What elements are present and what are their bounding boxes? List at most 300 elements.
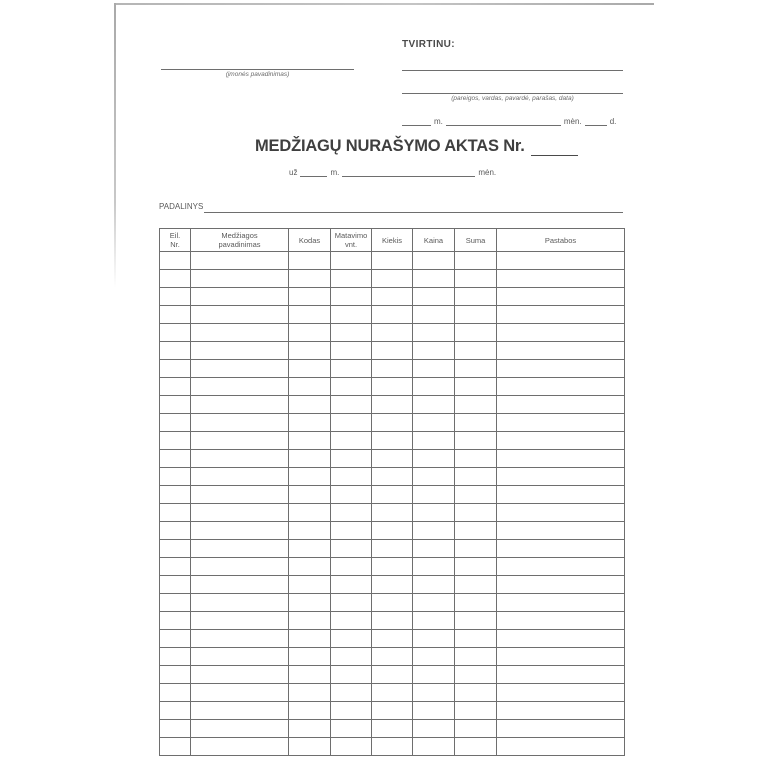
cell-name[interactable] xyxy=(191,288,289,306)
cell-name[interactable] xyxy=(191,432,289,450)
cell-code[interactable] xyxy=(289,738,331,756)
period-year-field[interactable] xyxy=(300,168,327,177)
cell-unit[interactable] xyxy=(331,576,372,594)
cell-notes[interactable] xyxy=(497,270,625,288)
cell-notes[interactable] xyxy=(497,378,625,396)
cell-notes[interactable] xyxy=(497,432,625,450)
department-field[interactable] xyxy=(204,212,623,213)
cell-unit[interactable] xyxy=(331,252,372,270)
document-title-text: MEDŽIAGŲ NURAŠYMO AKTAS Nr. xyxy=(255,137,525,155)
cell-unit[interactable] xyxy=(331,648,372,666)
cell-sum[interactable] xyxy=(455,612,497,630)
cell-sum[interactable] xyxy=(455,630,497,648)
cell-name[interactable] xyxy=(191,612,289,630)
cell-unit[interactable] xyxy=(331,522,372,540)
cell-price[interactable] xyxy=(413,720,455,738)
table-row xyxy=(160,396,625,414)
approval-date-line xyxy=(402,117,619,126)
cell-no[interactable] xyxy=(160,522,191,540)
cell-price[interactable] xyxy=(413,288,455,306)
cell-notes[interactable] xyxy=(497,648,625,666)
cell-qty[interactable] xyxy=(372,396,413,414)
cell-notes[interactable] xyxy=(497,288,625,306)
cell-qty[interactable] xyxy=(372,666,413,684)
cell-code[interactable] xyxy=(289,630,331,648)
cell-code[interactable] xyxy=(289,612,331,630)
cell-price[interactable] xyxy=(413,576,455,594)
period-year-suffix: m. xyxy=(330,168,340,177)
cell-no[interactable] xyxy=(160,342,191,360)
cell-sum[interactable] xyxy=(455,594,497,612)
cell-qty[interactable] xyxy=(372,432,413,450)
cell-qty[interactable] xyxy=(372,252,413,270)
cell-code[interactable] xyxy=(289,432,331,450)
period-month-suffix: mėn. xyxy=(478,168,497,177)
cell-code[interactable] xyxy=(289,666,331,684)
cell-unit[interactable] xyxy=(331,702,372,720)
cell-name[interactable] xyxy=(191,252,289,270)
cell-qty[interactable] xyxy=(372,342,413,360)
cell-price[interactable] xyxy=(413,630,455,648)
table-row xyxy=(160,558,625,576)
table-row xyxy=(160,378,625,396)
cell-price[interactable] xyxy=(413,414,455,432)
cell-unit[interactable] xyxy=(331,432,372,450)
cell-notes[interactable] xyxy=(497,396,625,414)
cell-unit[interactable] xyxy=(331,666,372,684)
cell-qty[interactable] xyxy=(372,738,413,756)
cell-price[interactable] xyxy=(413,342,455,360)
table-row xyxy=(160,450,625,468)
table-row xyxy=(160,504,625,522)
cell-sum[interactable] xyxy=(455,288,497,306)
page-edge-top xyxy=(114,3,654,5)
cell-sum[interactable] xyxy=(455,252,497,270)
cell-sum[interactable] xyxy=(455,432,497,450)
column-header-label: Pastabos xyxy=(544,235,577,245)
cell-code[interactable] xyxy=(289,270,331,288)
approver-field-1[interactable] xyxy=(402,70,623,71)
document-title xyxy=(255,137,578,156)
cell-notes[interactable] xyxy=(497,540,625,558)
cell-no[interactable] xyxy=(160,612,191,630)
cell-code[interactable] xyxy=(289,720,331,738)
cell-notes[interactable] xyxy=(497,486,625,504)
table-row xyxy=(160,576,625,594)
cell-name[interactable] xyxy=(191,378,289,396)
cell-notes[interactable] xyxy=(497,558,625,576)
cell-sum[interactable] xyxy=(455,540,497,558)
cell-notes[interactable] xyxy=(497,612,625,630)
cell-qty[interactable] xyxy=(372,720,413,738)
cell-qty[interactable] xyxy=(372,612,413,630)
cell-unit[interactable] xyxy=(331,504,372,522)
table-body xyxy=(160,252,625,756)
approver-field-2[interactable] xyxy=(402,93,623,94)
cell-qty[interactable] xyxy=(372,648,413,666)
cell-sum[interactable] xyxy=(455,576,497,594)
table-row xyxy=(160,306,625,324)
cell-price[interactable] xyxy=(413,324,455,342)
cell-qty[interactable] xyxy=(372,594,413,612)
cell-sum[interactable] xyxy=(455,720,497,738)
cell-price[interactable] xyxy=(413,432,455,450)
approval-day-suffix: d. xyxy=(609,117,617,126)
table-row xyxy=(160,666,625,684)
cell-unit[interactable] xyxy=(331,612,372,630)
cell-no[interactable] xyxy=(160,720,191,738)
cell-no[interactable] xyxy=(160,270,191,288)
cell-price[interactable] xyxy=(413,396,455,414)
column-header-label: Eil. xyxy=(169,231,181,240)
cell-notes[interactable] xyxy=(497,504,625,522)
approval-day-field[interactable] xyxy=(585,117,607,126)
cell-code[interactable] xyxy=(289,540,331,558)
cell-name[interactable] xyxy=(191,540,289,558)
cell-no[interactable] xyxy=(160,540,191,558)
column-header-label: Matavimo xyxy=(334,231,368,240)
cell-notes[interactable] xyxy=(497,450,625,468)
column-header-label-line2: pavadinimas xyxy=(218,240,261,249)
cell-sum[interactable] xyxy=(455,738,497,756)
cell-name[interactable] xyxy=(191,414,289,432)
cell-unit[interactable] xyxy=(331,288,372,306)
page-edge-left xyxy=(114,3,116,288)
approval-month-field[interactable] xyxy=(446,117,561,126)
cell-notes[interactable] xyxy=(497,576,625,594)
cell-sum[interactable] xyxy=(455,324,497,342)
cell-sum[interactable] xyxy=(455,522,497,540)
table-row xyxy=(160,522,625,540)
cell-name[interactable] xyxy=(191,558,289,576)
cell-code[interactable] xyxy=(289,450,331,468)
table-row xyxy=(160,414,625,432)
column-header-notes xyxy=(497,229,625,252)
column-header-label: Kiekis xyxy=(381,235,402,245)
approval-year-suffix: m. xyxy=(434,117,443,126)
cell-name[interactable] xyxy=(191,666,289,684)
approver-caption: (pareigos, vardas, pavardė, parašas, data) xyxy=(451,95,574,102)
cell-code[interactable] xyxy=(289,396,331,414)
cell-code[interactable] xyxy=(289,324,331,342)
cell-sum[interactable] xyxy=(455,648,497,666)
cell-code[interactable] xyxy=(289,414,331,432)
cell-no[interactable] xyxy=(160,576,191,594)
column-header-label: Suma xyxy=(465,235,486,245)
cell-notes[interactable] xyxy=(497,594,625,612)
cell-qty[interactable] xyxy=(372,630,413,648)
cell-code[interactable] xyxy=(289,504,331,522)
cell-sum[interactable] xyxy=(455,558,497,576)
table-row xyxy=(160,738,625,756)
column-header-name xyxy=(191,229,289,252)
cell-qty[interactable] xyxy=(372,324,413,342)
cell-name[interactable] xyxy=(191,468,289,486)
approval-year-field[interactable] xyxy=(402,117,431,126)
column-header-sum xyxy=(455,229,497,252)
cell-unit[interactable] xyxy=(331,306,372,324)
cell-unit[interactable] xyxy=(331,720,372,738)
cell-code[interactable] xyxy=(289,594,331,612)
column-header-unit xyxy=(331,229,372,252)
cell-price[interactable] xyxy=(413,648,455,666)
cell-no[interactable] xyxy=(160,252,191,270)
cell-no[interactable] xyxy=(160,684,191,702)
cell-price[interactable] xyxy=(413,702,455,720)
cell-qty[interactable] xyxy=(372,558,413,576)
cell-code[interactable] xyxy=(289,360,331,378)
cell-code[interactable] xyxy=(289,486,331,504)
cell-price[interactable] xyxy=(413,666,455,684)
cell-notes[interactable] xyxy=(497,252,625,270)
table-row xyxy=(160,342,625,360)
cell-unit[interactable] xyxy=(331,342,372,360)
cell-qty[interactable] xyxy=(372,576,413,594)
cell-name[interactable] xyxy=(191,486,289,504)
cell-notes[interactable] xyxy=(497,666,625,684)
cell-price[interactable] xyxy=(413,360,455,378)
cell-no[interactable] xyxy=(160,702,191,720)
cell-qty[interactable] xyxy=(372,468,413,486)
cell-no[interactable] xyxy=(160,558,191,576)
table-row xyxy=(160,630,625,648)
cell-unit[interactable] xyxy=(331,450,372,468)
cell-no[interactable] xyxy=(160,324,191,342)
cell-qty[interactable] xyxy=(372,288,413,306)
cell-qty[interactable] xyxy=(372,486,413,504)
table-row xyxy=(160,468,625,486)
company-name-caption: (įmonės pavadinimas) xyxy=(225,71,290,78)
cell-notes[interactable] xyxy=(497,522,625,540)
cell-notes[interactable] xyxy=(497,360,625,378)
cell-sum[interactable] xyxy=(455,342,497,360)
approval-label: TVIRTINU: xyxy=(402,39,456,50)
cell-price[interactable] xyxy=(413,540,455,558)
cell-price[interactable] xyxy=(413,558,455,576)
column-header-qty xyxy=(372,229,413,252)
cell-code[interactable] xyxy=(289,702,331,720)
cell-unit[interactable] xyxy=(331,378,372,396)
cell-name[interactable] xyxy=(191,270,289,288)
cell-sum[interactable] xyxy=(455,702,497,720)
cell-no[interactable] xyxy=(160,504,191,522)
cell-notes[interactable] xyxy=(497,306,625,324)
cell-price[interactable] xyxy=(413,486,455,504)
cell-no[interactable] xyxy=(160,594,191,612)
cell-price[interactable] xyxy=(413,468,455,486)
cell-price[interactable] xyxy=(413,450,455,468)
table-row xyxy=(160,720,625,738)
period-month-field[interactable] xyxy=(342,168,475,177)
period-line xyxy=(286,168,499,177)
cell-notes[interactable] xyxy=(497,324,625,342)
cell-unit[interactable] xyxy=(331,324,372,342)
cell-qty[interactable] xyxy=(372,540,413,558)
cell-name[interactable] xyxy=(191,720,289,738)
cell-no[interactable] xyxy=(160,738,191,756)
cell-code[interactable] xyxy=(289,306,331,324)
cell-unit[interactable] xyxy=(331,360,372,378)
cell-notes[interactable] xyxy=(497,414,625,432)
cell-qty[interactable] xyxy=(372,360,413,378)
cell-sum[interactable] xyxy=(455,468,497,486)
table-row xyxy=(160,288,625,306)
cell-name[interactable] xyxy=(191,360,289,378)
cell-unit[interactable] xyxy=(331,414,372,432)
column-header-price xyxy=(413,229,455,252)
cell-price[interactable] xyxy=(413,306,455,324)
column-header-code xyxy=(289,229,331,252)
column-header-label: Kaina xyxy=(423,235,444,245)
cell-code[interactable] xyxy=(289,576,331,594)
cell-unit[interactable] xyxy=(331,540,372,558)
cell-qty[interactable] xyxy=(372,450,413,468)
cell-name[interactable] xyxy=(191,306,289,324)
column-header-no xyxy=(160,229,191,252)
cell-sum[interactable] xyxy=(455,378,497,396)
cell-notes[interactable] xyxy=(497,630,625,648)
act-number-field[interactable] xyxy=(531,141,578,156)
cell-notes[interactable] xyxy=(497,468,625,486)
cell-name[interactable] xyxy=(191,450,289,468)
cell-qty[interactable] xyxy=(372,414,413,432)
cell-no[interactable] xyxy=(160,666,191,684)
cell-no[interactable] xyxy=(160,432,191,450)
cell-code[interactable] xyxy=(289,342,331,360)
cell-price[interactable] xyxy=(413,522,455,540)
cell-price[interactable] xyxy=(413,738,455,756)
table-row xyxy=(160,270,625,288)
write-off-table xyxy=(159,228,625,756)
cell-name[interactable] xyxy=(191,630,289,648)
cell-unit[interactable] xyxy=(331,594,372,612)
cell-qty[interactable] xyxy=(372,702,413,720)
cell-name[interactable] xyxy=(191,504,289,522)
cell-sum[interactable] xyxy=(455,504,497,522)
cell-code[interactable] xyxy=(289,684,331,702)
cell-qty[interactable] xyxy=(372,270,413,288)
cell-code[interactable] xyxy=(289,648,331,666)
cell-price[interactable] xyxy=(413,270,455,288)
table-row xyxy=(160,486,625,504)
cell-sum[interactable] xyxy=(455,684,497,702)
cell-sum[interactable] xyxy=(455,450,497,468)
cell-price[interactable] xyxy=(413,252,455,270)
cell-qty[interactable] xyxy=(372,504,413,522)
cell-code[interactable] xyxy=(289,288,331,306)
cell-name[interactable] xyxy=(191,396,289,414)
cell-price[interactable] xyxy=(413,612,455,630)
cell-unit[interactable] xyxy=(331,684,372,702)
cell-sum[interactable] xyxy=(455,666,497,684)
cell-no[interactable] xyxy=(160,486,191,504)
cell-name[interactable] xyxy=(191,684,289,702)
cell-sum[interactable] xyxy=(455,270,497,288)
cell-unit[interactable] xyxy=(331,270,372,288)
cell-notes[interactable] xyxy=(497,738,625,756)
cell-name[interactable] xyxy=(191,576,289,594)
cell-price[interactable] xyxy=(413,684,455,702)
table-row xyxy=(160,324,625,342)
cell-sum[interactable] xyxy=(455,306,497,324)
cell-qty[interactable] xyxy=(372,522,413,540)
period-prefix: už xyxy=(289,168,298,177)
cell-no[interactable] xyxy=(160,306,191,324)
cell-name[interactable] xyxy=(191,594,289,612)
cell-sum[interactable] xyxy=(455,486,497,504)
cell-unit[interactable] xyxy=(331,630,372,648)
cell-name[interactable] xyxy=(191,738,289,756)
company-name-field[interactable] xyxy=(161,69,354,70)
cell-no[interactable] xyxy=(160,288,191,306)
cell-notes[interactable] xyxy=(497,684,625,702)
cell-code[interactable] xyxy=(289,252,331,270)
cell-price[interactable] xyxy=(413,378,455,396)
cell-no[interactable] xyxy=(160,396,191,414)
cell-name[interactable] xyxy=(191,648,289,666)
table-row xyxy=(160,702,625,720)
cell-unit[interactable] xyxy=(331,486,372,504)
cell-qty[interactable] xyxy=(372,684,413,702)
table-row xyxy=(160,684,625,702)
cell-qty[interactable] xyxy=(372,378,413,396)
table-header-row xyxy=(160,229,625,252)
table-row xyxy=(160,540,625,558)
table-row xyxy=(160,252,625,270)
cell-price[interactable] xyxy=(413,504,455,522)
cell-code[interactable] xyxy=(289,558,331,576)
cell-notes[interactable] xyxy=(497,342,625,360)
cell-name[interactable] xyxy=(191,702,289,720)
table-row xyxy=(160,432,625,450)
table-row xyxy=(160,648,625,666)
table-row xyxy=(160,594,625,612)
cell-sum[interactable] xyxy=(455,414,497,432)
table-row xyxy=(160,612,625,630)
column-header-label: Kodas xyxy=(298,235,321,245)
cell-sum[interactable] xyxy=(455,396,497,414)
cell-no[interactable] xyxy=(160,450,191,468)
cell-name[interactable] xyxy=(191,342,289,360)
department-label: PADALINYS xyxy=(159,202,204,211)
column-header-label: Medžiagos xyxy=(221,231,258,240)
cell-sum[interactable] xyxy=(455,360,497,378)
cell-notes[interactable] xyxy=(497,702,625,720)
cell-no[interactable] xyxy=(160,378,191,396)
approval-month-suffix: mėn. xyxy=(563,117,582,126)
column-header-label-line2: Nr. xyxy=(170,240,180,249)
cell-code[interactable] xyxy=(289,378,331,396)
cell-no[interactable] xyxy=(160,414,191,432)
cell-qty[interactable] xyxy=(372,306,413,324)
cell-name[interactable] xyxy=(191,522,289,540)
cell-code[interactable] xyxy=(289,468,331,486)
table-row xyxy=(160,360,625,378)
cell-no[interactable] xyxy=(160,630,191,648)
cell-no[interactable] xyxy=(160,468,191,486)
cell-unit[interactable] xyxy=(331,738,372,756)
column-header-label-line2: vnt. xyxy=(344,240,358,249)
cell-unit[interactable] xyxy=(331,558,372,576)
cell-name[interactable] xyxy=(191,324,289,342)
cell-price[interactable] xyxy=(413,594,455,612)
cell-notes[interactable] xyxy=(497,720,625,738)
cell-unit[interactable] xyxy=(331,468,372,486)
cell-unit[interactable] xyxy=(331,396,372,414)
cell-code[interactable] xyxy=(289,522,331,540)
cell-no[interactable] xyxy=(160,648,191,666)
cell-no[interactable] xyxy=(160,360,191,378)
